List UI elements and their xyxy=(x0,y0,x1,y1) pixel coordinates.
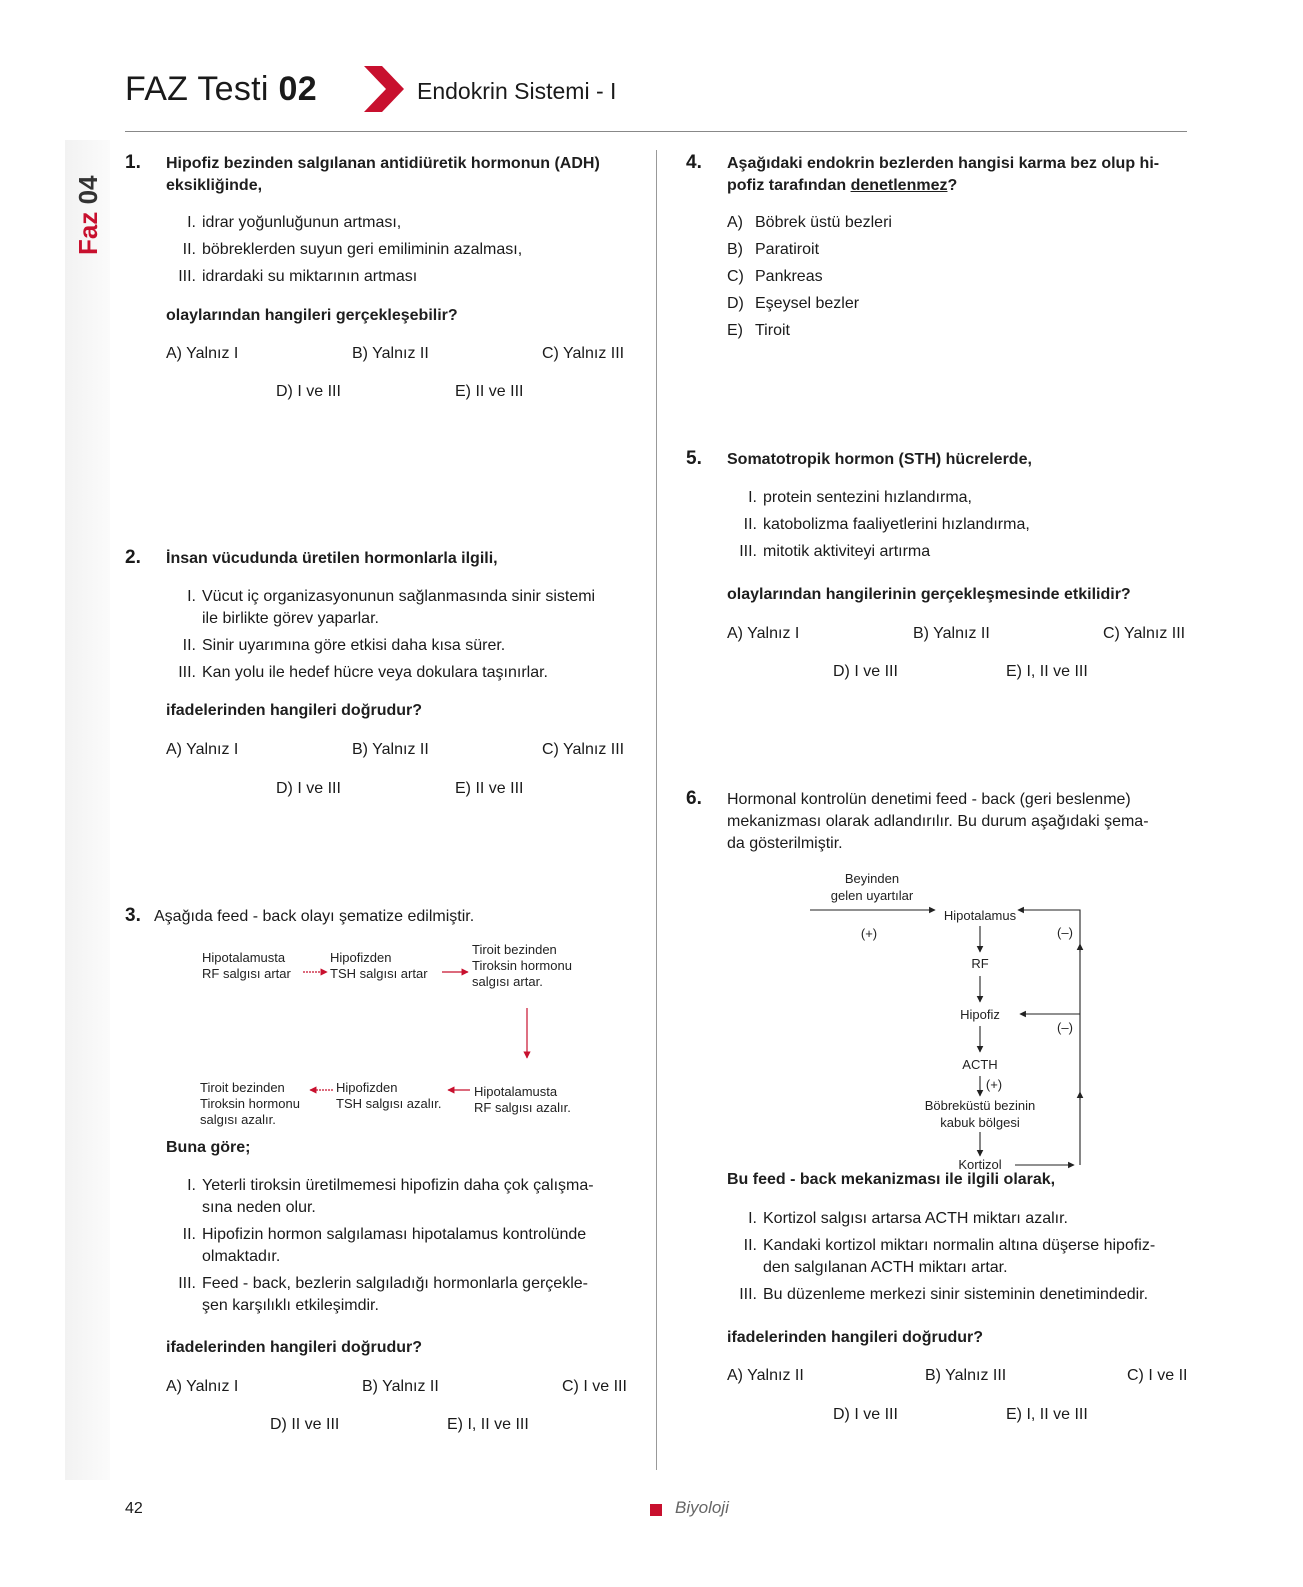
q3-option-d[interactable]: D) II ve III xyxy=(270,1416,340,1433)
q2-option-c[interactable]: C) Yalnız III xyxy=(542,741,625,758)
q5-option-b[interactable]: B) Yalnız II xyxy=(913,625,990,642)
header-divider xyxy=(125,131,1187,132)
q5-option-a[interactable]: A) Yalnız I xyxy=(727,625,800,642)
q6-acth: ACTH xyxy=(962,1057,998,1072)
q2-statement-cont: ile birlikte görev yaparlar. xyxy=(202,610,379,627)
q3-option-c[interactable]: C) I ve III xyxy=(562,1378,627,1395)
q6-minus-label-2: (–) xyxy=(1057,1020,1073,1035)
q4-option-d[interactable]: D) Eşeysel bezler xyxy=(727,295,860,312)
q1-statement: III. idrardaki su miktarının artması xyxy=(178,268,418,285)
q6-feedback-diagram xyxy=(810,870,1110,1180)
q4-option-b[interactable]: B) Paratiroit xyxy=(727,241,820,258)
q3-option-a[interactable]: A) Yalnız I xyxy=(166,1378,239,1395)
q6-hipofiz: Hipofiz xyxy=(960,1007,1000,1022)
q2-question: ifadelerinden hangileri doğrudur? xyxy=(166,702,423,719)
q4-option-a[interactable]: A) Böbrek üstü bezleri xyxy=(727,214,892,231)
q2-statement: II. Sinir uyarımına göre etkisi daha kısa sürer. xyxy=(182,637,506,654)
q6-option-c[interactable]: C) I ve II xyxy=(1127,1367,1188,1384)
q6-statement: I. Kortizol salgısı artarsa ACTH miktarı azalır. xyxy=(748,1210,1068,1227)
q6-stem: Hormonal kontrolün denetimi feed - back (geri beslenme) mekanizması olarak adlandırılır. Bu durum aşağıdaki şema- da gösterilmiştir. xyxy=(727,791,1149,852)
page-title xyxy=(125,70,317,109)
q2-number: 2. xyxy=(125,547,141,568)
q2-stem: İnsan vücudunda üretilen hormonlarla ilgili, xyxy=(166,550,498,567)
q5-option-e[interactable]: E) I, II ve III xyxy=(1006,663,1088,680)
q3-question: ifadelerinden hangileri doğrudur? xyxy=(166,1339,423,1356)
q6-rf: RF xyxy=(971,956,989,971)
q6-gland-line2: kabuk bölgesi xyxy=(940,1115,1020,1130)
q6-lead: Bu feed - back mekanizması ile ilgili olarak, xyxy=(727,1171,1056,1188)
q2-statement: I. Vücut iç organizasyonunun sağlanmasında sinir sistemi xyxy=(187,588,596,605)
q2-statement: III. Kan yolu ile hedef hücre veya dokulara taşınırlar. xyxy=(178,664,548,681)
q3-box1-line2: RF salgısı artar xyxy=(202,966,291,981)
q3-statement: III. Feed - back, bezlerin salgıladığı hormonlarla gerçekle- xyxy=(178,1275,588,1292)
q1-statement: I. idrar yoğunluğunun artması, xyxy=(187,214,402,231)
q6-statement-cont: den salgılanan ACTH miktarı artar. xyxy=(763,1259,1008,1276)
page-number: 42 xyxy=(125,1500,143,1517)
q6-minus-label-1: (–) xyxy=(1057,925,1073,940)
q3-option-b[interactable]: B) Yalnız II xyxy=(362,1378,439,1395)
q1-question: olaylarından hangileri gerçekleşebilir? xyxy=(166,307,458,324)
q6-statement: III. Bu düzenleme merkezi sinir sisteminin denetimindedir. xyxy=(739,1286,1149,1303)
faz-side-label-text xyxy=(73,175,103,255)
q5-statement: I. protein sentezini hızlandırma, xyxy=(748,489,972,506)
q3-statement-cont: şen karşılıklı etkileşimdir. xyxy=(202,1297,379,1314)
q5-number: 5. xyxy=(686,448,702,469)
q2-option-b[interactable]: B) Yalnız II xyxy=(352,741,429,758)
q6-acth-plus: (+) xyxy=(985,1077,1003,1092)
q6-statement: II. Kandaki kortizol miktarı normalin altına düşerse hipofiz- xyxy=(743,1237,1156,1254)
q1-statement: II. böbreklerden suyun geri emiliminin azalması, xyxy=(182,241,523,258)
q6-number: 6. xyxy=(686,788,702,809)
q1-option-e[interactable]: E) II ve III xyxy=(455,383,524,400)
q6-feedback-loop xyxy=(1020,910,1080,1165)
q2-option-d[interactable]: D) I ve III xyxy=(276,780,341,797)
side-strip xyxy=(65,140,110,1480)
q6-hipotalamus: Hipotalamus xyxy=(943,908,1017,923)
q3-box2-line1: Hipofizden xyxy=(330,950,392,965)
q3-stem: Aşağıda feed - back olayı şematize edilmiştir. xyxy=(154,908,475,925)
q3-statement: II. Hipofizin hormon salgılaması hipotalamus kontrolünde xyxy=(182,1226,587,1243)
q3-box1-line1: Hipotalamusta xyxy=(202,950,286,965)
subject-label: Biyoloji xyxy=(675,1498,729,1517)
q5-option-c[interactable]: C) Yalnız III xyxy=(1103,625,1186,642)
q4-number: 4. xyxy=(686,152,702,173)
q3-option-e[interactable]: E) I, II ve III xyxy=(447,1416,529,1433)
q1-stem: Hipofiz bezinden salgılanan antidiüretik hormonun (ADH) eksikliğinde, xyxy=(166,155,600,194)
q3-number: 3. xyxy=(125,905,141,926)
q3-statement-cont: olmaktadır. xyxy=(202,1248,281,1265)
q2-option-e[interactable]: E) II ve III xyxy=(455,780,524,797)
page-subtitle: Endokrin Sistemi - I xyxy=(417,78,617,104)
q1-option-c[interactable]: C) Yalnız III xyxy=(542,345,625,362)
q6-option-d[interactable]: D) I ve III xyxy=(833,1406,898,1423)
q1-option-d[interactable]: D) I ve III xyxy=(276,383,341,400)
q3-box6-line2: Tiroksin hormonu xyxy=(200,1096,300,1111)
q4-stem: Aşağıdaki endokrin bezlerden hangisi karma bez olup hi- pofiz tarafından denetlenmez? xyxy=(727,155,1160,194)
q4-option-c[interactable]: C) Pankreas xyxy=(727,268,823,285)
q3-statement-cont: sına neden olur. xyxy=(202,1199,316,1216)
q5-option-d[interactable]: D) I ve III xyxy=(833,663,898,680)
q3-box4-line2: RF salgısı azalır. xyxy=(474,1100,571,1115)
q3-feedback-diagram xyxy=(190,942,640,1140)
title-light: FAZ Testi xyxy=(125,70,269,108)
q4-option-e[interactable]: E) Tiroit xyxy=(727,322,790,339)
faz-side-label xyxy=(62,150,112,260)
q3-box2-line2: TSH salgısı artar xyxy=(330,966,428,981)
q1-option-a[interactable]: A) Yalnız I xyxy=(166,345,239,362)
q1-number: 1. xyxy=(125,152,141,173)
chevron-right-icon xyxy=(364,66,404,112)
q5-question: olaylarından hangilerinin gerçekleşmesinde etkilidir? xyxy=(727,586,1131,603)
q3-box4-line1: Hipotalamusta xyxy=(474,1084,558,1099)
q3-lead: Buna göre; xyxy=(166,1139,251,1156)
q2-option-a[interactable]: A) Yalnız I xyxy=(166,741,239,758)
q5-statement: II. katobolizma faaliyetlerini hızlandırma, xyxy=(743,516,1030,533)
q3-statement: I. Yeterli tiroksin üretilmemesi hipofizin daha çok çalışma- xyxy=(187,1177,594,1194)
q3-box6-line1: Tiroit bezinden xyxy=(200,1080,285,1095)
q3-box3-line1: Tiroit bezinden xyxy=(472,942,557,957)
q6-input-line1: Beyinden xyxy=(844,871,900,886)
q6-option-e[interactable]: E) I, II ve III xyxy=(1006,1406,1088,1423)
faz-side-label-word: Faz xyxy=(73,204,103,255)
q3-box3-line3: salgısı artar. xyxy=(472,974,543,989)
q1-option-b[interactable]: B) Yalnız II xyxy=(352,345,429,362)
q3-box5-line1: Hipofizden xyxy=(336,1080,398,1095)
q6-input-line2: gelen uyartılar xyxy=(830,888,914,903)
q6-option-b[interactable]: B) Yalnız III xyxy=(925,1367,1007,1384)
column-divider xyxy=(656,150,657,1470)
q6-kortizol: Kortizol xyxy=(958,1157,1002,1172)
q6-question: ifadelerinden hangileri doğrudur? xyxy=(727,1329,984,1346)
subject-marker-icon xyxy=(650,1504,662,1516)
q5-statement: III. mitotik aktiviteyi artırma xyxy=(739,543,931,560)
q5-stem: Somatotropik hormon (STH) hücrelerde, xyxy=(727,451,1032,468)
faz-side-label-number: 04 xyxy=(73,175,103,205)
q6-gland-line1: Böbreküstü bezinin xyxy=(924,1098,1036,1113)
q3-box6-line3: salgısı azalır. xyxy=(200,1112,276,1127)
title-number: 02 xyxy=(278,70,317,108)
q3-box5-line2: TSH salgısı azalır. xyxy=(336,1096,442,1111)
q6-option-a[interactable]: A) Yalnız II xyxy=(727,1367,804,1384)
q3-box3-line2: Tiroksin hormonu xyxy=(472,958,572,973)
q6-plus-label: (+) xyxy=(860,926,878,941)
